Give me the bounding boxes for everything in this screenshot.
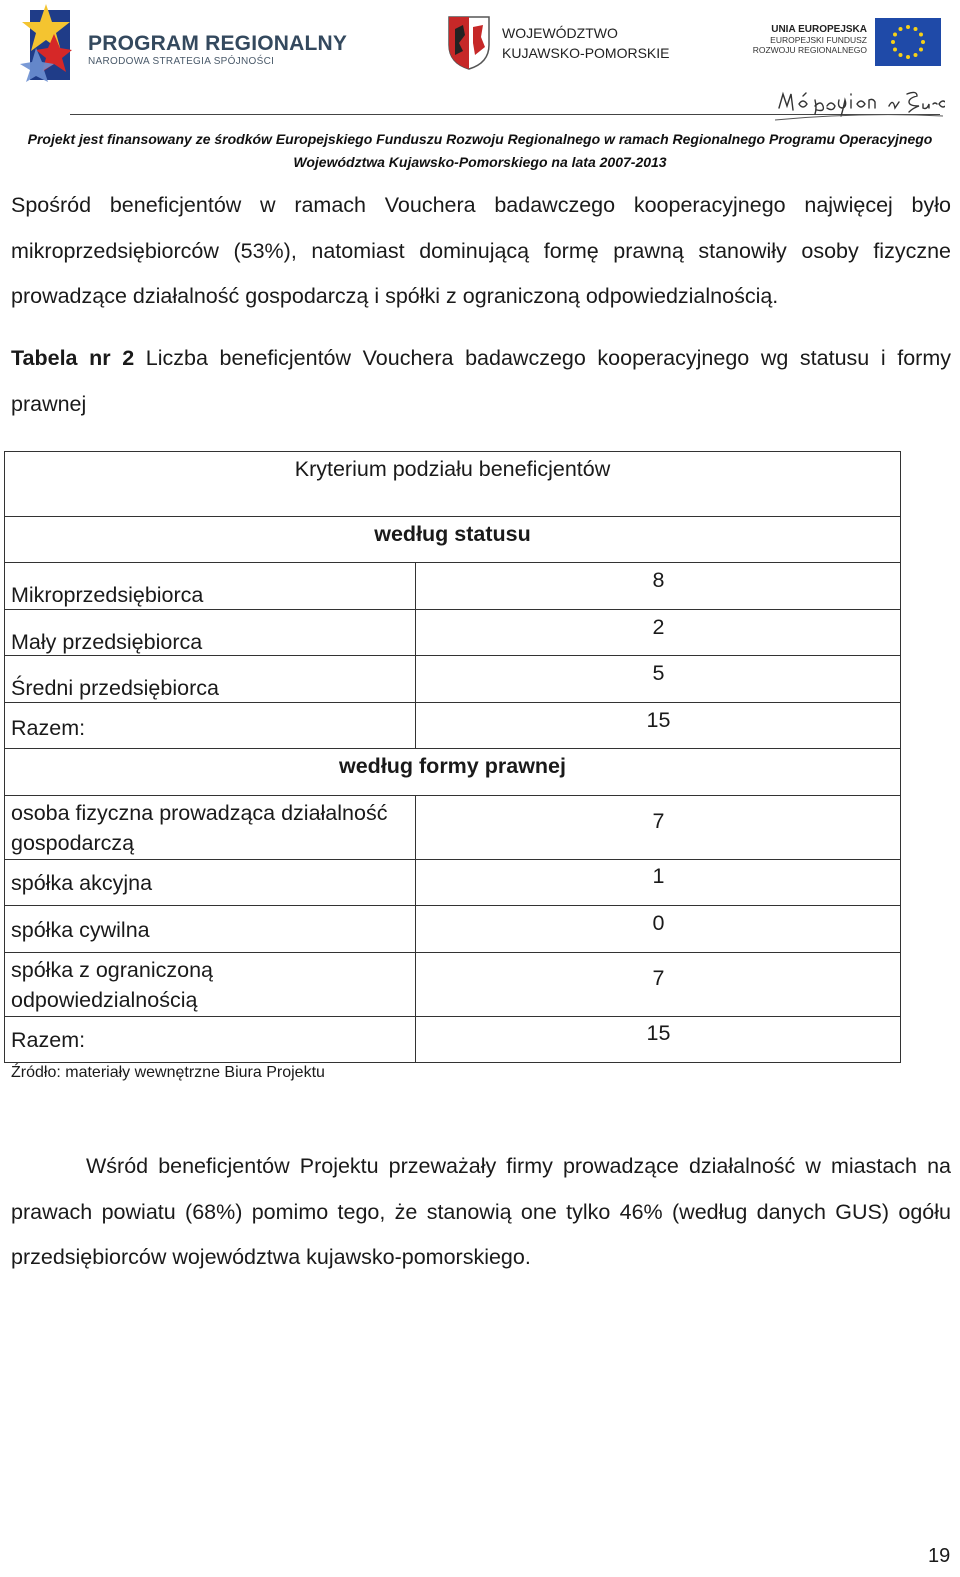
legal-row-label-line1: spółka cywilna [11,918,150,942]
page-number: 19 [928,1545,951,1567]
closing-paragraph: Wśród beneficjentów Projektu przeważały firmy prowadzące działalność w miastach na prawach powiatu (68%) pomimo tego, że stanowią one tylko 46% (według danych GUS) ogółu przedsiębiorców województwa kujawsko-pomorskiego. [11,1154,951,1269]
region-name-line1: WOJEWÓDZTWO [502,25,618,41]
region-name-line2: KUJAWSKO-POMORSKIE [502,45,670,61]
legal-total-value: 15 [646,1021,671,1045]
program-regionalny-logo [18,4,348,84]
eu-star-icon [906,25,910,29]
status-row-label: Mikroprzedsiębiorca [11,583,204,607]
legal-row-value: 7 [652,809,665,833]
status-row-value: 5 [652,661,665,685]
eu-star-icon [891,40,895,44]
status-row-value: 8 [652,568,665,592]
table-caption [11,336,951,427]
section-legal-title: według formy prawnej [339,754,566,778]
funding-notice [0,128,960,174]
eu-star-icon [899,53,903,57]
eu-star-icon [893,33,897,37]
beneficiaries-table [4,451,901,1063]
legal-row-label-line2: gospodarczą [11,831,135,855]
eu-line2: EUROPEJSKI FUNDUSZ [770,35,867,45]
legal-row-label-line1: spółka z ograniczoną [11,958,213,982]
intro-paragraph: Spośród beneficjentów w ramach Vouchera badawczego kooperacyjnego najwięcej było mikroprzedsiębiorców (53%), natomiast dominującą formę prawną stanowiły osoby fizyczne prowadzące działalność gospodarczą i spółki z ograniczoną odpowiedzialnością. [11,193,951,308]
table-caption-text: Liczba beneficjentów Vouchera badawczego kooperacyjnego wg statusu i formy prawnej [11,346,951,416]
table-rule [5,516,900,517]
region-crest-icon [447,15,491,71]
eu-logo [740,16,945,71]
eu-star-icon [914,53,918,57]
legal-row-label-line1: spółka akcyjna [11,871,153,895]
eu-text [753,24,867,55]
status-total-label: Razem: [11,716,86,740]
eu-star-icon [899,27,903,31]
funding-line1: Projekt jest finansowany ze środków Europejskiego Funduszu Rozwoju Regionalnego w ramach Regionalnego Programu Operacyjnego [27,131,933,147]
table-column-rule [415,562,416,748]
eu-star-icon [921,40,925,44]
legal-row-value: 0 [652,911,665,935]
funding-line2: Województwa Kujawsko-Pomorskiego na lata 2007-2013 [293,154,667,170]
eu-line1: UNIA EUROPEJSKA [771,24,867,35]
region-logo [447,15,670,75]
table-column-rule [415,795,416,1062]
status-row-value: 2 [652,615,665,639]
section-status-title: według statusu [374,522,531,546]
legal-total-label: Razem: [11,1028,86,1052]
slogan-signature-icon [775,86,945,124]
legal-row-label-line2: odpowiedzialnością [11,988,198,1012]
page-header [0,0,960,175]
legal-row-value: 1 [652,864,665,888]
eu-star-icon [893,48,897,52]
table-rule [5,748,900,749]
table-rule [5,795,900,796]
table-source: Źródło: materiały wewnętrzne Biura Projektu [11,1064,325,1081]
table-rule [5,562,900,563]
eu-line3: ROZWOJU REGIONALNEGO [752,45,867,55]
table-rule [5,1016,900,1017]
eu-star-icon [906,55,910,59]
eu-star-icon [919,48,923,52]
program-star-icon [20,4,72,84]
status-row-label: Średni przedsiębiorca [11,676,219,700]
table-caption-label: Tabela nr 2 [11,346,135,370]
eu-flag-icon [875,18,941,66]
legal-row-label-line1: osoba fizyczna prowadząca działalność [11,801,388,825]
eu-star-icon [914,27,918,31]
program-title: PROGRAM REGIONALNY [88,32,348,55]
table-rule [5,905,900,906]
table-rule [5,859,900,860]
program-subtitle: NARODOWA STRATEGIA SPÓJNOŚCI [88,56,275,67]
legal-row-value: 7 [652,966,665,990]
table-header: Kryterium podziału beneficjentów [294,457,611,481]
status-total-value: 15 [646,708,671,732]
status-row-label: Mały przedsiębiorca [11,630,203,654]
eu-star-icon [919,33,923,37]
table-rule [5,952,900,953]
